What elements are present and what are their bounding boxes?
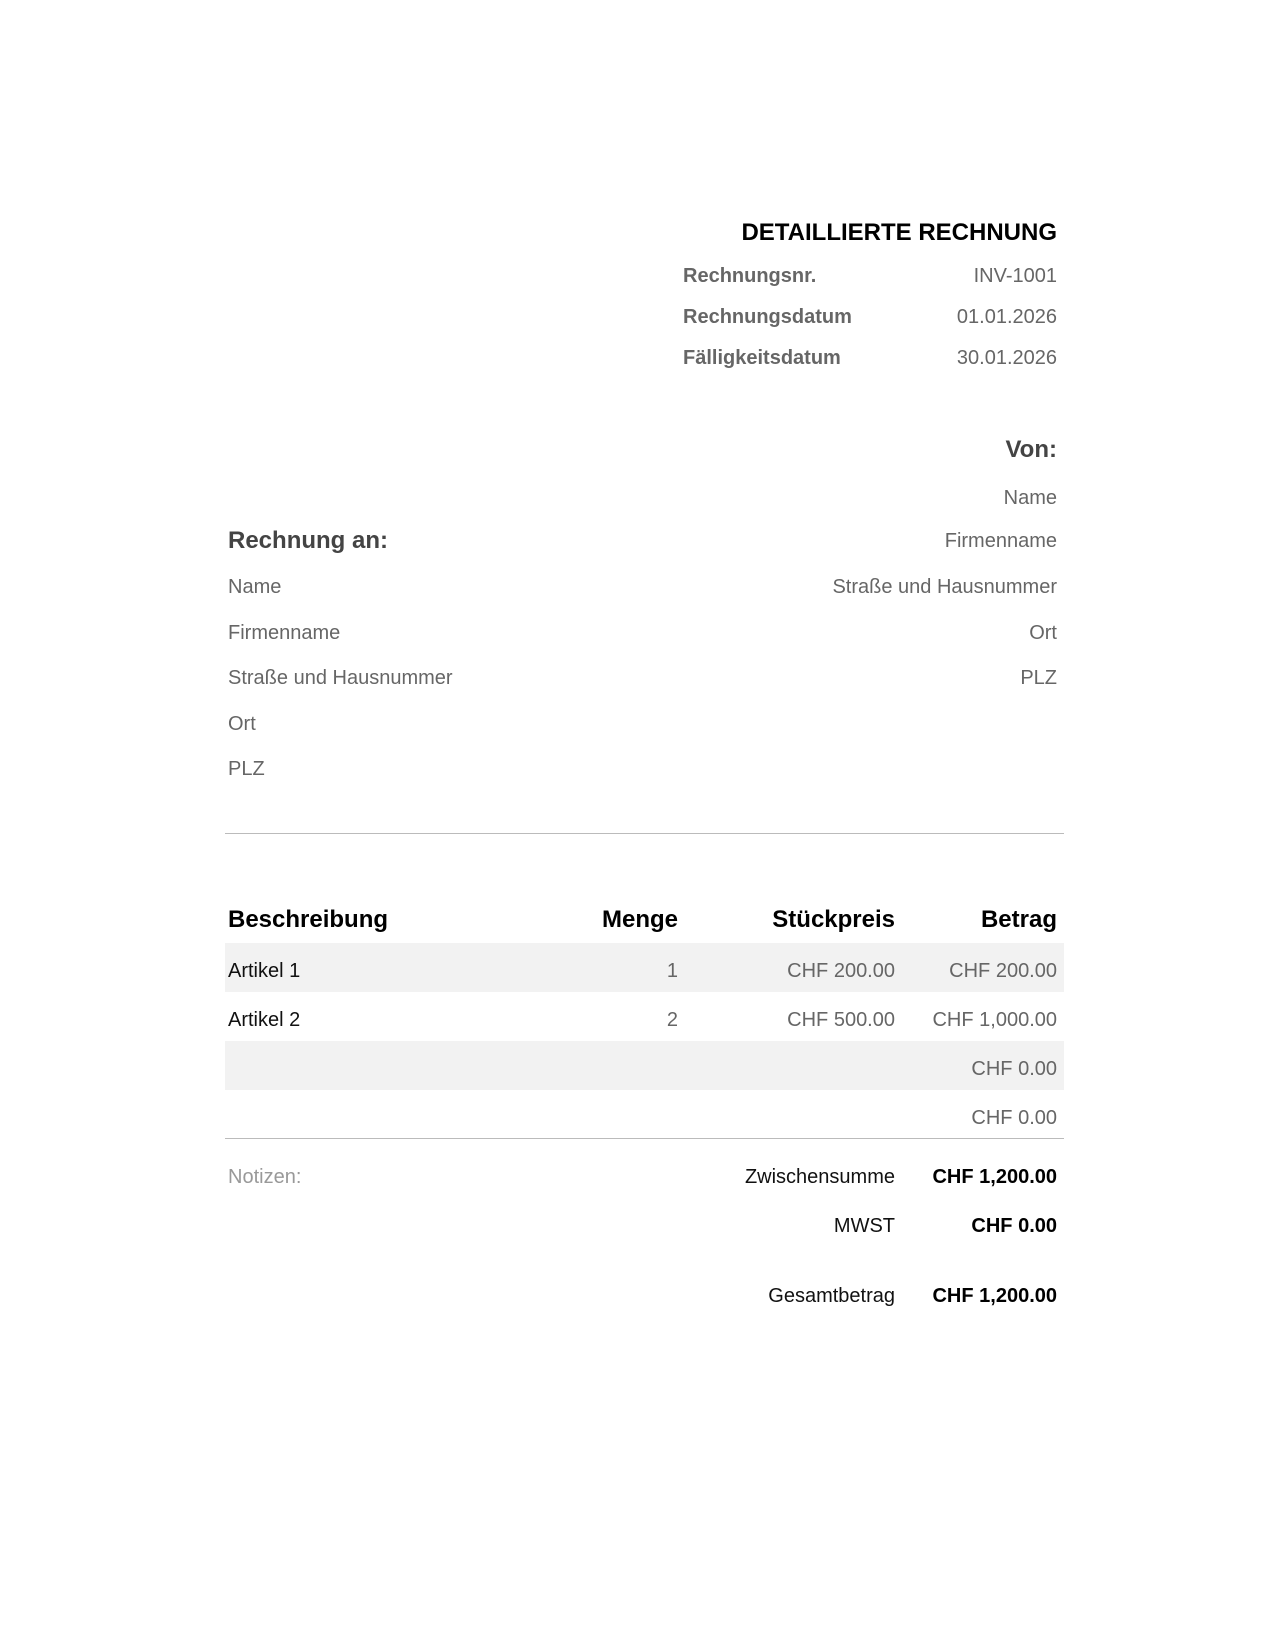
vat-value: CHF 0.00 [971,1215,1057,1237]
invoice-number-value: INV-1001 [973,265,1057,287]
bill-to-name: Name [228,576,282,598]
row-2-quantity: 2 [666,1009,678,1031]
from-city: Ort [1029,622,1057,644]
bill-to-city: Ort [228,713,256,735]
notes-label: Notizen: [228,1166,302,1188]
row-2-amount: CHF 1,000.00 [932,1009,1057,1031]
invoice-date-label: Rechnungsdatum [683,306,852,328]
section-divider [225,833,1064,834]
row-1-quantity: 1 [666,960,678,982]
row-2-description: Artikel 2 [228,1009,301,1031]
row-1-amount: CHF 200.00 [949,960,1057,982]
total-label: Gesamtbetrag [768,1285,895,1307]
subtotal-value: CHF 1,200.00 [932,1166,1057,1188]
bill-to-zip: PLZ [228,758,265,780]
bill-to-company: Firmenname [228,622,341,644]
due-date-label: Fälligkeitsdatum [683,347,841,369]
invoice-title: DETAILLIERTE RECHNUNG [741,219,1057,246]
row-3-amount: CHF 0.00 [971,1058,1057,1080]
from-zip: PLZ [1020,667,1057,689]
bill-to-street: Straße und Hausnummer [228,667,453,689]
vat-label: MWST [833,1215,895,1237]
row-4-amount: CHF 0.00 [971,1107,1057,1129]
invoice-number-label: Rechnungsnr. [683,265,817,287]
col-header-unit-price: Stückpreis [772,906,895,933]
due-date-value: 30.01.2026 [956,347,1057,369]
col-header-amount: Betrag [980,906,1057,933]
table-row-band [225,943,1064,992]
table-bottom-rule [225,1138,1064,1139]
table-row-band [225,1041,1064,1090]
row-1-description: Artikel 1 [228,960,301,982]
bill-to-heading: Rechnung an: [228,527,388,554]
subtotal-label: Zwischensumme [744,1166,895,1188]
row-1-unit-price: CHF 200.00 [787,960,895,982]
from-name: Name [1003,487,1057,509]
row-2-unit-price: CHF 500.00 [787,1009,895,1031]
from-company: Firmenname [944,530,1057,552]
from-street: Straße und Hausnummer [832,576,1057,598]
total-value: CHF 1,200.00 [932,1285,1057,1307]
col-header-description: Beschreibung [228,906,389,933]
from-heading: Von: [1005,436,1057,463]
col-header-quantity: Menge [601,906,678,933]
invoice-date-value: 01.01.2026 [956,306,1057,328]
